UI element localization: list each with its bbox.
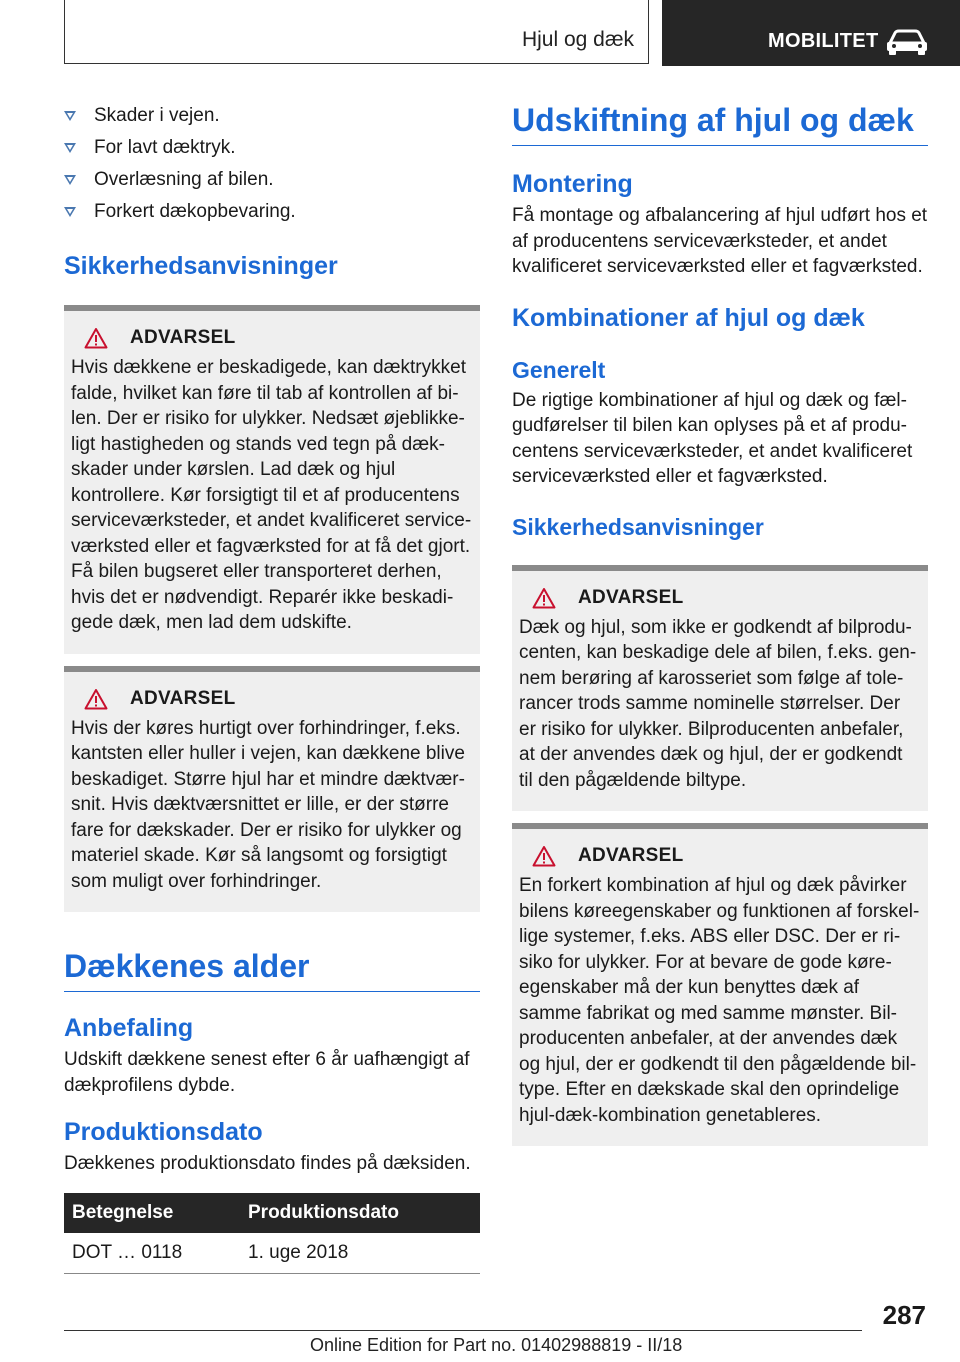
warning-triangle-icon <box>532 587 556 609</box>
triangle-bullet-icon <box>64 207 76 217</box>
triangle-bullet-icon <box>64 175 76 185</box>
right-column <box>512 102 928 1146</box>
table-header: Produktionsdato <box>240 1193 480 1233</box>
tire-age-title: Dækkenes alder <box>64 948 310 984</box>
section-title-wrap <box>64 948 480 992</box>
production-date-heading: Produktionsdato <box>64 1118 263 1146</box>
recommendation-text: Udskift dækkene senest efter 6 år uafhængigt af dækprofilens dybde. <box>64 1049 470 1096</box>
combinations-heading: Kombinationer af hjul og dæk <box>512 303 865 332</box>
list-item: Skader i vejen. <box>64 100 480 132</box>
triangle-bullet-icon <box>64 111 76 121</box>
production-date-text: Dækkenes produktionsdato findes på dæksiden. <box>64 1153 471 1174</box>
list-item: Overlæsning af bilen. <box>64 164 480 196</box>
recommendation-heading: Anbefaling <box>64 1014 194 1042</box>
warning-text: Hvis dækkene er beskadigede, kan dæktrykket falde, hvilket kan føre til tab af kontrollen af bilen. Der er risiko for ulykker. Nedsæt øjeblikkeligt hastigheden og stands ved tegn på dækskader under kørslen. Lad dæk og hjul kontrollere. Kør forsigtigt til et af producentens serviceværksteder, et andet kvalificeret serviceværksted eller et fagværksted for at få det gjort. Få bilen bugseret eller transporteret derhen, hvis det er nødvendigt. Reparér ikke beskadigede dæk, men lad dem udskifte. <box>71 357 472 633</box>
left-column <box>64 100 480 1274</box>
header-chapter-tab <box>662 0 960 66</box>
warning-box <box>64 305 480 654</box>
warning-text: Hvis der køres hurtigt over forhindringer, f.eks. kantsten eller huller i vejen, kan dækkene blive beskadiget. Større hjul har et mindre dæktværsnit. Hvis dæktværsnittet er lille, er der større fare for dækskader. Der er risiko for ulykker og materiel skade. Kør så langsomt og forsigtigt som muligt over forhindringer. <box>71 717 465 892</box>
warning-box <box>64 666 480 913</box>
edition-line: Online Edition for Part no. 01402988819 - II/18 <box>310 1335 683 1355</box>
warning-label: ADVARSEL <box>130 687 236 709</box>
cause-list <box>64 100 480 228</box>
list-item: Forkert dækopbevaring. <box>64 196 480 228</box>
list-item: For lavt dæktryk. <box>64 132 480 164</box>
warning-triangle-icon <box>84 688 108 710</box>
warning-label: ADVARSEL <box>578 845 684 866</box>
table-row <box>64 1233 480 1274</box>
mounting-heading: Montering <box>512 170 633 198</box>
general-text: De rigtige kombinationer af hjul og dæk og fælgudførelser til bilen kan oplyses på et af producentens serviceværksteder, et andet kvalificeret serviceværksted eller et fagværksted. <box>512 389 913 487</box>
general-heading: Generelt <box>512 356 606 383</box>
triangle-bullet-icon <box>64 143 76 153</box>
mounting-text: Få montage og afbalancering af hjul udført hos et af producentens serviceværksteder, et andet kvalificeret serviceværksted eller et fagværksted. <box>512 205 928 277</box>
warning-label: ADVARSEL <box>130 327 236 348</box>
wheel-change-title: Udskiftning af hjul og dæk <box>512 102 914 138</box>
table-cell: DOT … 0118 <box>64 1233 240 1274</box>
warning-text: Dæk og hjul, som ikke er godkendt af bilproducenten, kan beskadige dele af bilen, f.eks. gennem berøring af karosseriet som følge af tolerancer trods samme nominelle størrelser. Der er risiko for ulykker. Bilproducenten anbefaler, at der anvendes dæk og hjul, der er godkendt til den pågældende biltype. <box>519 616 917 791</box>
chapter-label: MOBILITET <box>768 30 879 52</box>
warning-box <box>512 565 928 812</box>
warning-triangle-icon <box>84 327 108 349</box>
warning-label: ADVARSEL <box>578 586 684 608</box>
footer-divider <box>64 1330 862 1331</box>
page-number: 287 <box>882 1300 926 1330</box>
production-date-table <box>64 1193 480 1274</box>
safety-heading: Sikkerhedsanvisninger <box>64 252 338 280</box>
warning-text: En forkert kombination af hjul og dæk påvirker bilens køreegenskaber og funktionen af forskellige systemer, f.eks. ABS eller DSC. Der er risiko for ulykker. For at bevare de gode køreegenskaber må der kun benyttes dæk af samme fabrikat og med samme mønster. Bilproducenten anbefaler, at der anvendes dæk og hjul, der er godkendt til den pågældende biltype. Efter en dækskade skal den oprindelige hjul-dæk-kombination genetableres. <box>519 875 920 1126</box>
header-section-title: Hjul og dæk <box>521 28 634 51</box>
safety-heading: Sikkerhedsanvisninger <box>512 513 764 540</box>
car-icon <box>884 26 930 56</box>
warning-triangle-icon <box>532 845 556 867</box>
warning-box <box>512 823 928 1146</box>
table-header: Betegnelse <box>64 1193 240 1233</box>
table-cell: 1. uge 2018 <box>240 1233 480 1274</box>
section-title-wrap <box>512 102 928 146</box>
